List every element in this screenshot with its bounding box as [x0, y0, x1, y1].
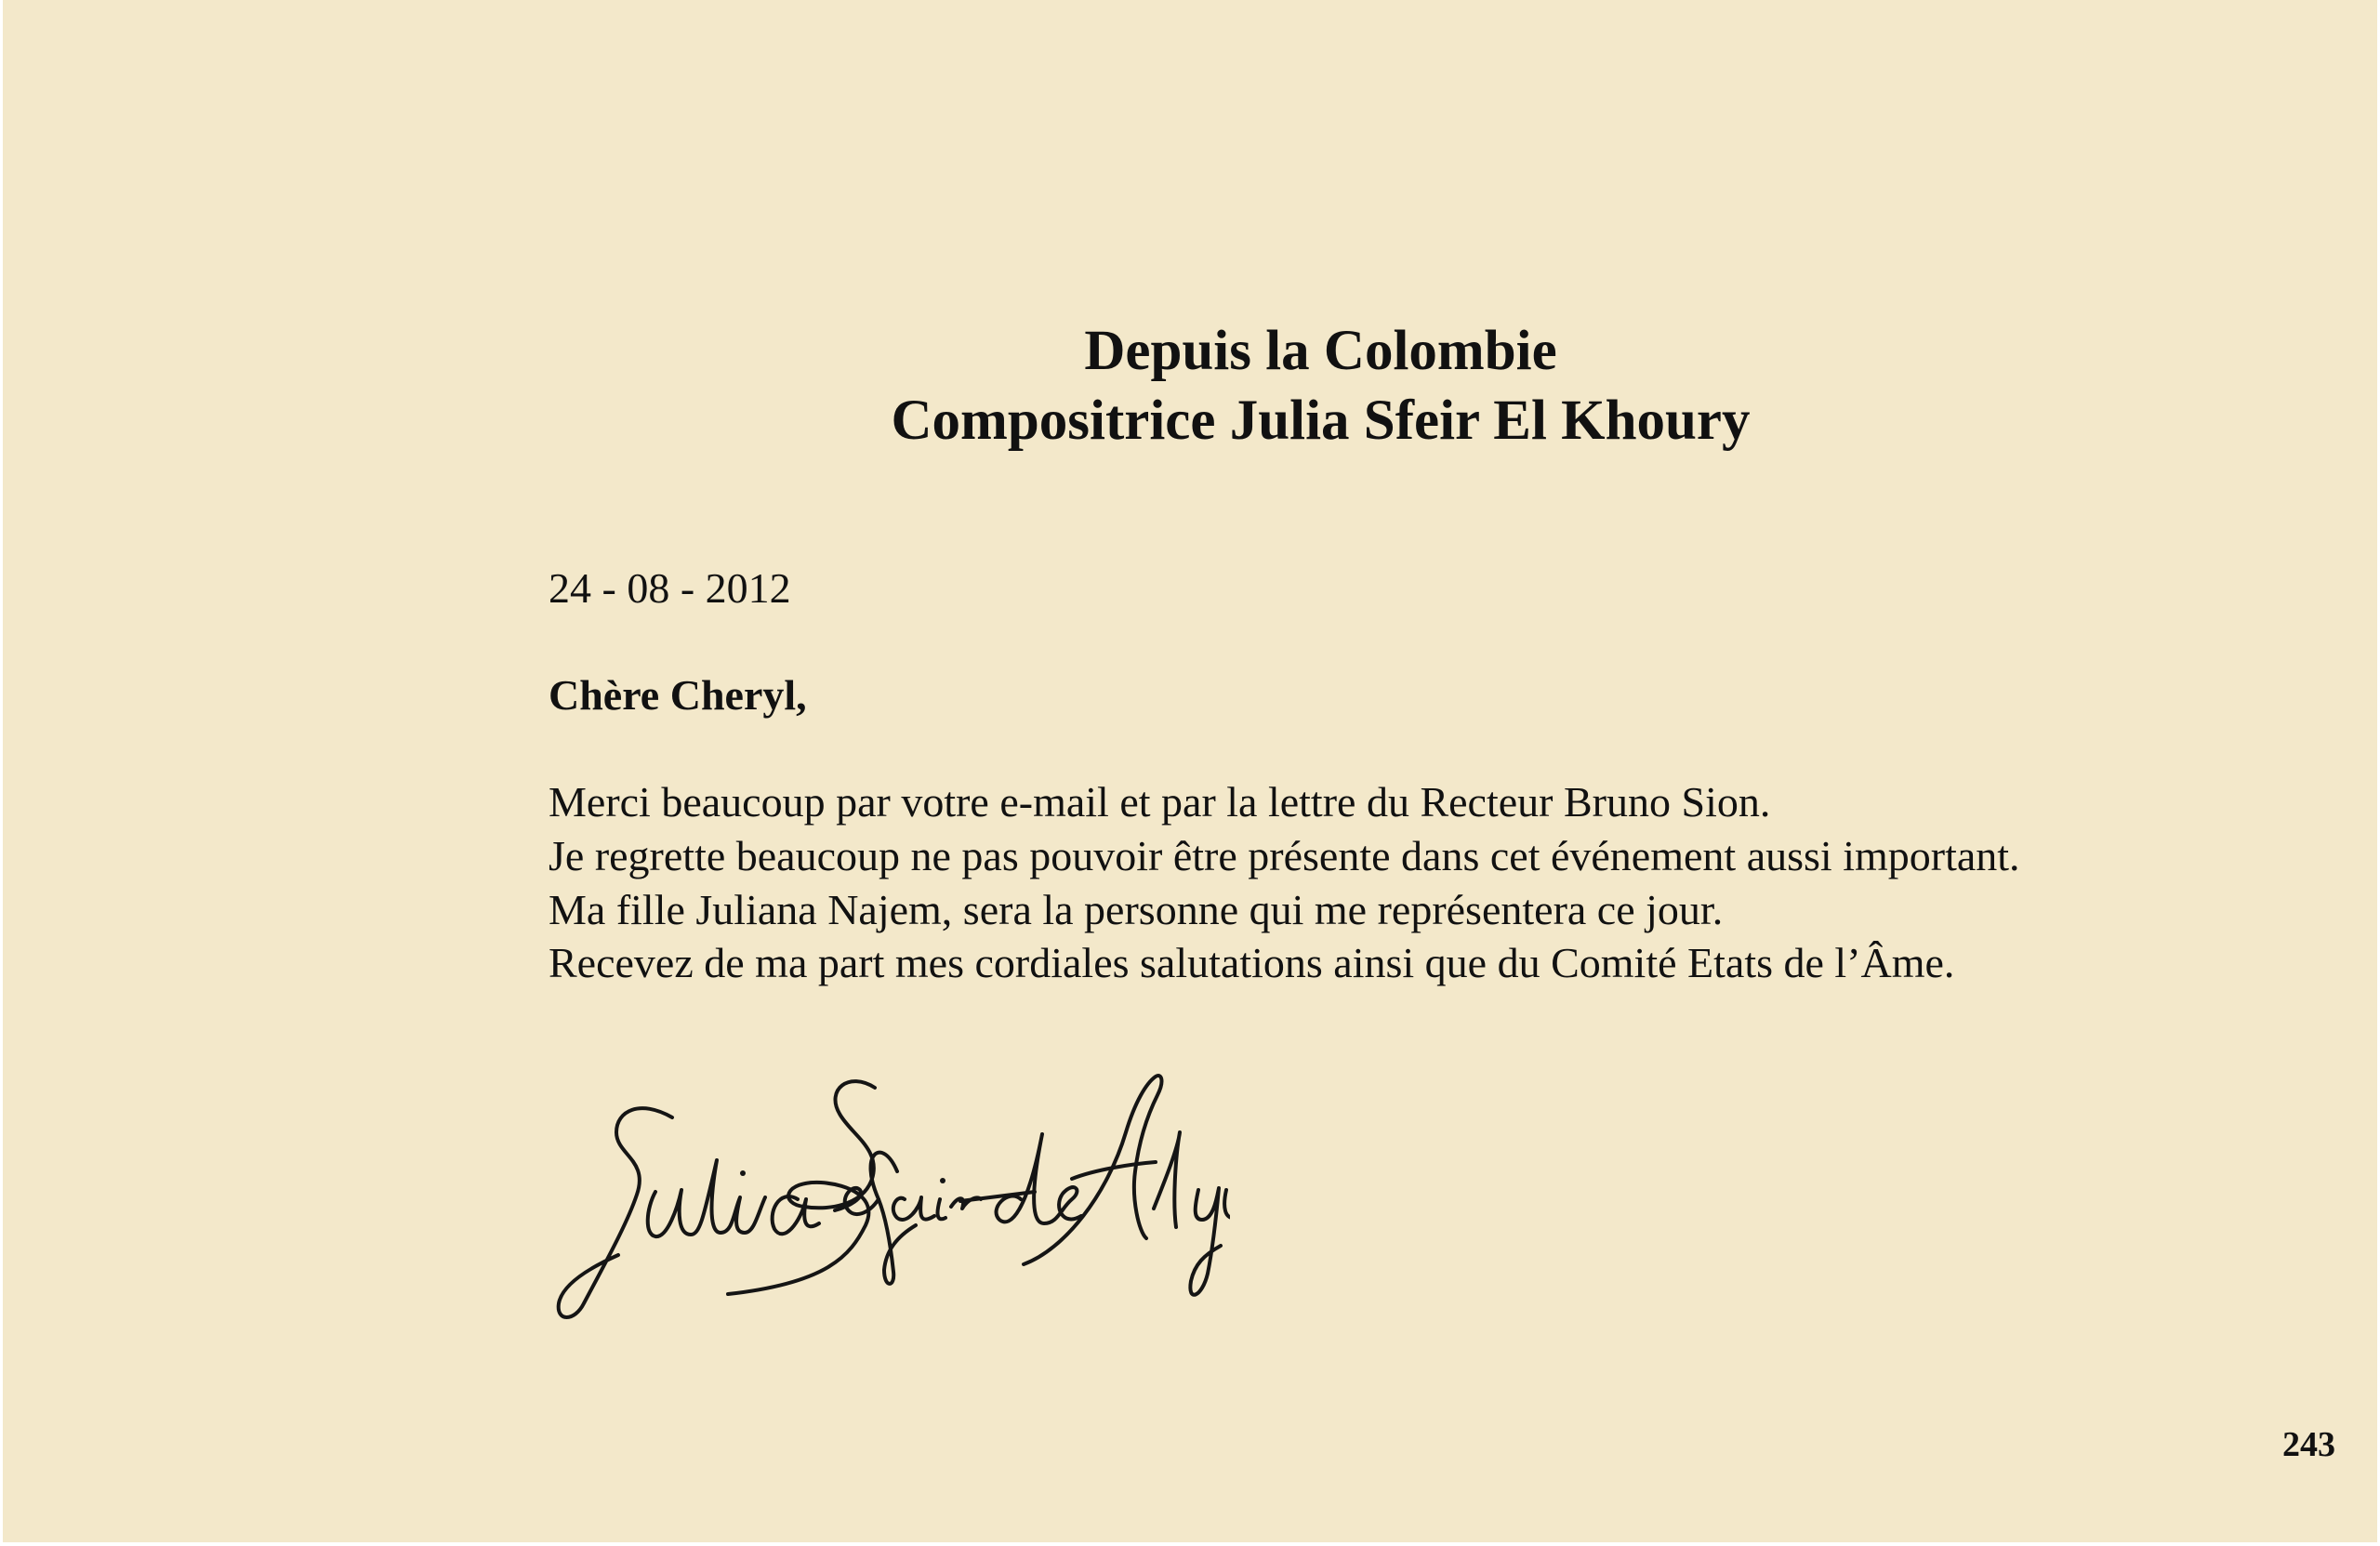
letter-greeting: Chère Cheryl,	[549, 671, 807, 719]
letter-page	[3, 0, 2377, 1542]
letter-body-line: Ma fille Juliana Najem, sera la personne qui me représentera ce jour.	[549, 886, 1724, 933]
letter-subtitle: Compositrice Julia Sfeir El Khoury	[891, 390, 1751, 452]
letter-body-line: Je regrette beaucoup ne pas pouvoir être présente dans cet événement aussi important.	[549, 832, 2020, 879]
page-number: 243	[2282, 1425, 2335, 1464]
letter-title: Depuis la Colombie	[1084, 320, 1557, 382]
letter-body-line: Merci beaucoup par votre e-mail et par la lettre du Recteur Bruno Sion.	[549, 778, 1771, 826]
handwritten-signature	[551, 1060, 1230, 1320]
letter-date: 24 - 08 - 2012	[549, 564, 791, 612]
letter-body-line: Recevez de ma part mes cordiales salutations ainsi que du Comité Etats de l’Âme.	[549, 939, 1955, 986]
